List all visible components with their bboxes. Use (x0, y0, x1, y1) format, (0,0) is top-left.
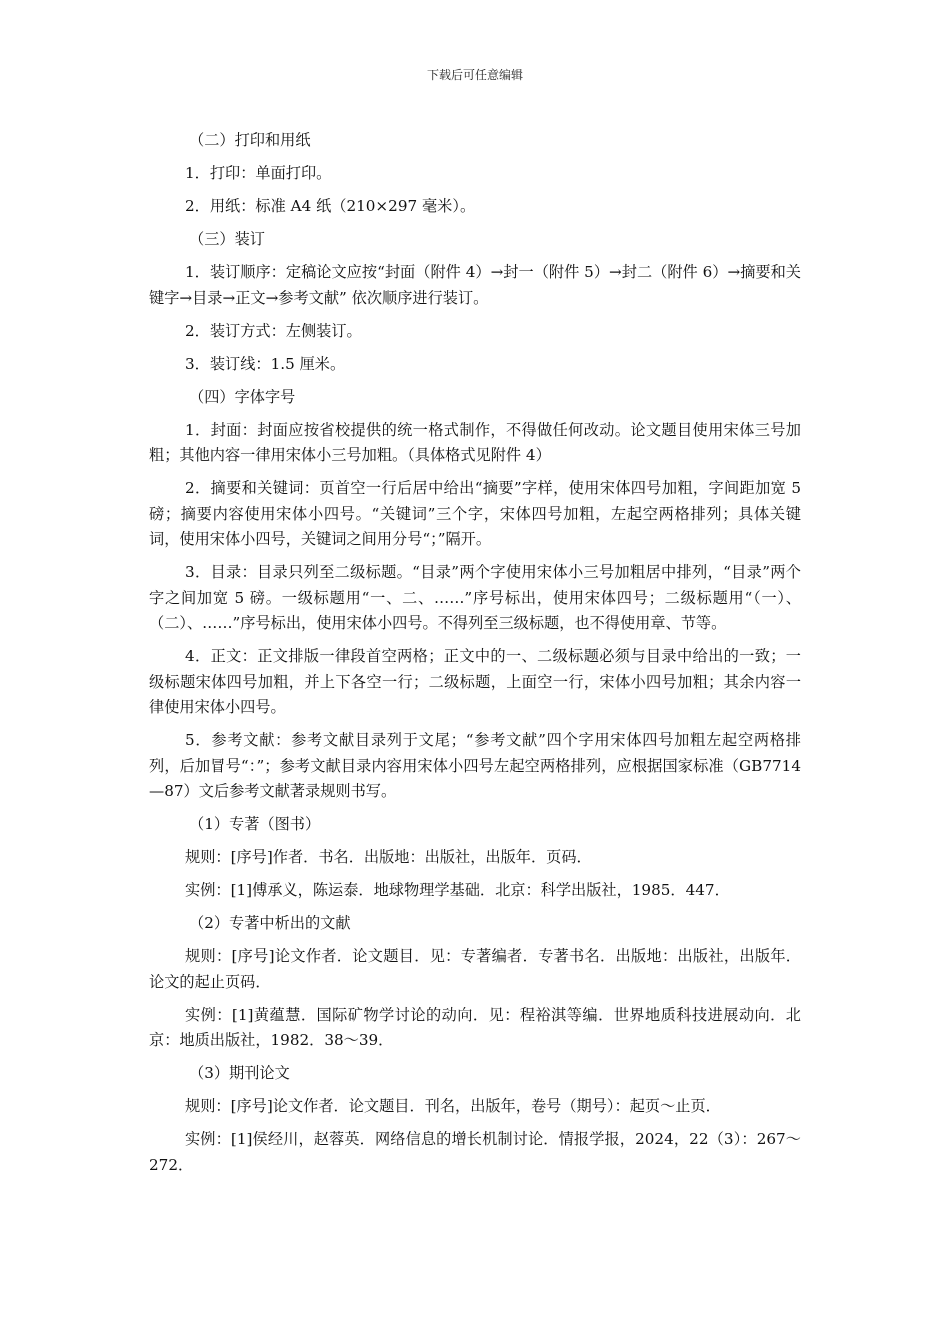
paragraph: 4．正文：正文排版一律段首空两格；正文中的一、二级标题必须与目录中给出的一致；一级标题宋体四号加粗，并上下各空一行；二级标题，上面空一行，宋体小四号加粗；其余内容一律使用宋体小四号。 (149, 647, 801, 716)
page-header: 下载后可任意编辑 (426, 68, 523, 82)
paragraph: 3．目录：目录只列至二级标题。“目录”两个字使用宋体小三号加粗居中排列，“目录”两个字之间加宽 5 磅。一级标题用“一、二、……”序号标出，使用宋体四号；二级标题用“（一）、（二）、……”序号标出，使用宋体小四号。不得列至三级标题，也不得使用章、节等。 (149, 563, 801, 632)
document-body (149, 128, 801, 1186)
section-heading: （四）字体字号 (189, 387, 296, 406)
rule-line: 规则：[序号]作者．书名．出版地：出版社，出版年．页码． (185, 848, 592, 866)
paragraph: 1．装订顺序：定稿论文应按“封面（附件 4）→封一（附件 5）→封二（附件 6）→摘要和关键字→目录→正文→参考文献” 依次顺序进行装订。 (149, 263, 801, 307)
subsection-heading: （3）期刊论文 (189, 1064, 290, 1082)
section-heading: （三）装订 (189, 230, 265, 248)
example-line: 实例：[1]傅承义，陈运泰．地球物理学基础．北京：科学出版社，1985．447． (185, 881, 730, 899)
section-heading: （二）打印和用纸 (189, 131, 311, 149)
paragraph: 5．参考文献：参考文献目录列于文尾；“参考文献”四个字用宋体四号加粗左起空两格排列，后加冒号“：”；参考文献目录内容用宋体小四号左起空两格排列，应根据国家标准（GB7714—87）文后参考文献著录规则书写。 (149, 731, 801, 800)
paragraph: 2．摘要和关键词：页首空一行后居中给出“摘要”字样，使用宋体四号加粗，字间距加宽 5 磅；摘要内容使用宋体小四号。“关键词”三个字，宋体四号加粗，左起空两格排列；具体关键词，使用宋体小四号，关键词之间用分号“；”隔开。 (149, 479, 801, 548)
paragraph: 1．封面：封面应按省校提供的统一格式制作，不得做任何改动。论文题目使用宋体三号加粗；其他内容一律用宋体小三号加粗。（具体格式见附件 4） (149, 420, 801, 464)
rule-line: 规则：[序号]论文作者．论文题目．见：专著编者．专著书名．出版地：出版社，出版年．论文的起止页码． (149, 947, 801, 991)
paragraph: 2．用纸：标准 A4 纸（210×297 毫米）。 (185, 197, 476, 215)
subsection-heading: （1）专著（图书） (189, 815, 321, 833)
rule-line: 规则：[序号]论文作者．论文题目．刊名，出版年，卷号（期号）：起页～止页． (185, 1097, 721, 1115)
example-line: 实例：[1]黄蕴慧．国际矿物学讨论的动向．见：程裕淇等编．世界地质科技进展动向．北京：地质出版社，1982．38～39． (149, 1005, 801, 1049)
paragraph: 3．装订线：1.5 厘米。 (185, 354, 346, 373)
subsection-heading: （2）专著中析出的文献 (189, 914, 351, 932)
paragraph: 1．打印：单面打印。 (185, 164, 332, 182)
example-line: 实例：[1]侯经川，赵蓉英．网络信息的增长机制讨论．情报学报，2024，22（3）：267～272． (149, 1130, 801, 1174)
paragraph: 2．装订方式：左侧装订。 (185, 321, 362, 340)
